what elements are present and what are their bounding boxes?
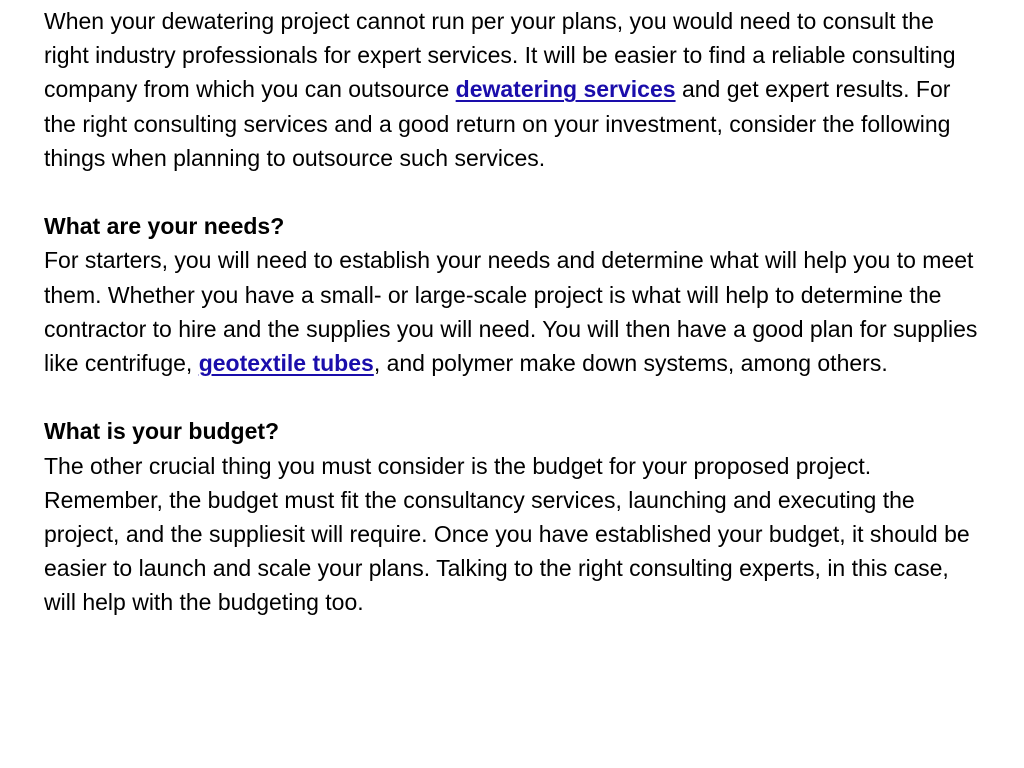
dewatering-services-link[interactable]: dewatering services bbox=[455, 76, 676, 103]
budget-heading: What is your budget? bbox=[44, 418, 280, 445]
budget-paragraph: The other crucial thing you must consider is the budget for your proposed project. Remember, the budget must fit the consultancy services, launching and executing the project, and the suppliesit will require. Once you have established your budget, it should be easier to launch and scale your plans. Talking to the right consulting experts, in this case, will help with the budgeting too. bbox=[44, 452, 970, 616]
needs-text-before-link: For starters, you will need to establish your needs and determine what will help you to meet them. Whether you have a small- or large-scale project is what will help to determine the contractor to hire and the supplies you will need. You will then have a good plan for supplies like centrifuge, bbox=[44, 247, 978, 377]
intro-text-after-link: and get expert results. For the right consulting services and a good return on your investment, consider the following things when planning to outsource such services. bbox=[44, 76, 951, 171]
intro-text-before-link: When your dewatering project cannot run per your plans, you would need to consult the right industry professionals for expert services. It will be easier to find a reliable consulting company from which you can outsource bbox=[44, 8, 956, 103]
paragraph-spacer bbox=[44, 380, 984, 414]
needs-heading: What are your needs? bbox=[44, 213, 285, 240]
intro-paragraph bbox=[44, 4, 984, 175]
needs-paragraph bbox=[44, 243, 984, 380]
document-body bbox=[44, 4, 984, 620]
paragraph-spacer bbox=[44, 175, 984, 209]
geotextile-tubes-link[interactable]: geotextile tubes bbox=[198, 350, 374, 377]
needs-text-after-link: , and polymer make down systems, among others. bbox=[373, 350, 888, 377]
